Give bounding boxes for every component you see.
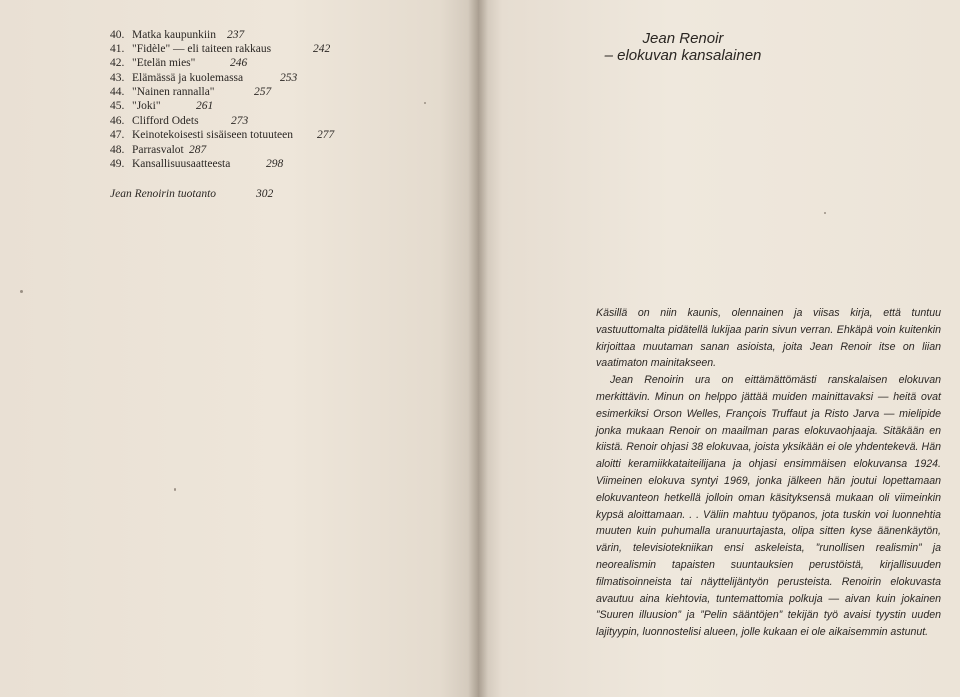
paper-speck [20,290,23,293]
toc-entry-page: 287 [189,144,207,156]
toc-entry-page: 242 [313,43,331,55]
toc-entry-title: Matka kaupunkiin [132,29,216,41]
toc-entry-page: 273 [231,115,249,127]
chapter-title-line: Jean Renoir [642,30,724,47]
toc-entry-title: "Joki" [132,100,161,112]
toc-entry-number: 45. [110,100,125,112]
toc-entry-number: 46. [110,115,125,127]
toc-entry-page: 237 [227,29,245,41]
toc-entry-title: Elämässä ja kuolemassa [132,72,244,84]
paper-speck [424,102,426,104]
toc-entry-title: "Etelän mies" [132,57,196,69]
toc-entry-title: Keinotekoisesti sisäiseen totuuteen [132,129,293,141]
toc-entry-number: 49. [110,158,125,170]
toc-entry-number: 48. [110,144,125,156]
toc-entry-page: 298 [266,158,284,170]
works-entry [110,188,274,200]
left-page [0,0,478,697]
toc-entry-title: Clifford Odets [132,115,199,127]
toc-entry-page: 253 [280,72,298,84]
toc-entry-title: Parrasvalot [132,144,184,156]
toc-entry-number: 47. [110,129,125,141]
toc-entry-page: 246 [230,57,248,69]
toc-entry-number: 44. [110,86,125,98]
paragraph: Jean Renoirin ura on eittämättömästi ranskalaisen elokuvan merkittävin. Minun on helppo jättää muiden mainittavaksi — heitä ovat esimerkiksi Orson Welles, François Truffaut ja Risto Jarva — mielipide jonka mukaan Renoir on maailman paras elokuvaohjaaja. Sitäkään en kiistä. Renoir ohjasi 38 elokuvaa, joista yksikään ei ole yhdentekevä. Hän aloitti keramiikkataiteilijana ja ohjasi ensimmäisen elokuvansa 1924. Viimeinen elokuva syntyi 1969, jonka jälkeen hän joutui lopettamaan elokuvanteon hetkellä jolloin oman käsityksensä mukaan oli viimeinkin kypsä aloittamaan. . . Väliin mahtuu työpanos, jota tuskin voi luonnehtia muuten kuin puhumalla uranuurtajasta, olipa sitten kyse äänenkäytön, värin, televisiotekniikan ensi askeleista, ”runollisen realismin” ja neorealismin tapaisten suuntauksien perustöistä, kirjallisuuden filmatisoinneista tai näyttelijäntyön perusteista. Renoirin elokuvasta avautuu aina kiehtovia, tuntemattomia polkuja — aivan kuin jokainen ”Suuren illuusion” ja ”Pelin sääntöjen” tekijän työ avaisi tyystin uuden lajityypin, luonnostelisi alueen, jolle kukaan ei ole aikaisemmin astunut. [596,374,941,639]
works-entry-title: Jean Renoirin tuotanto [110,188,217,200]
toc-entry-title: Kansallisuusaatteesta [132,158,231,170]
works-entry-page: 302 [256,188,274,200]
toc-entry-number: 40. [110,29,125,41]
paper-speck [824,212,826,214]
toc-entry-number: 42. [110,57,125,69]
paragraph: Käsillä on niin kaunis, olennainen ja viisas kirja, että tuntuu vastuuttomalta pidätellä lukijaa parin sivun verran. Ehkäpä voin kuitenkin kirjoittaa muutaman sanan asioista, joita Jean Renoir itse on liian vaatimaton mainitakseen. [596,307,941,370]
paper-speck [174,488,176,491]
right-page [478,0,960,697]
toc-entry [110,158,284,176]
toc-entry-page: 261 [196,100,214,112]
toc-entry-title: "Nainen rannalla" [132,86,215,98]
chapter-subtitle-line: – elokuvan kansalainen [604,47,762,64]
book-gutter [468,0,488,697]
chapter-title [578,30,788,64]
toc-entry-page: 257 [254,86,272,98]
toc-entry-number: 41. [110,43,125,55]
toc-entry-number: 43. [110,72,125,84]
toc-entry-page: 277 [317,129,335,141]
body-text [596,305,941,641]
toc-entry-title: "Fidèle" — eli taiteen rakkaus [132,43,272,55]
